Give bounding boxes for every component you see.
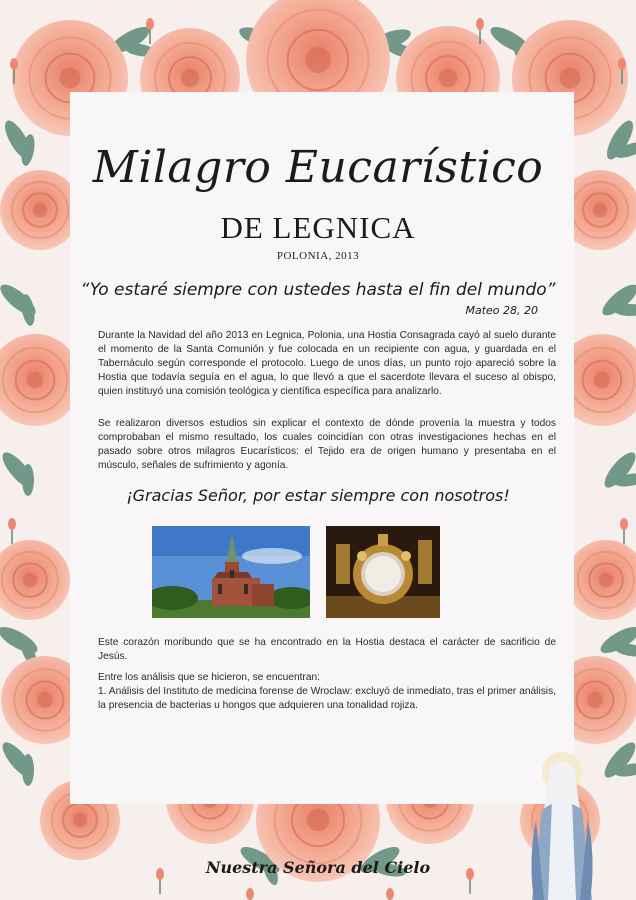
bible-quote: “Yo estaré siempre con ustedes hasta el fin del mundo” (80, 280, 556, 300)
church-photo (152, 526, 310, 618)
virgin-mary-image (522, 750, 602, 900)
paragraph-4 (98, 671, 556, 713)
thanks-heading: ¡Gracias Señor, por estar siempre con nosotros! (126, 486, 510, 505)
location-subtitle: POLONIA, 2013 (276, 250, 360, 262)
paragraph-3: Este corazón moribundo que se ha encontrado en la Hostia destaca el carácter de sacrificio de Jesús. (98, 637, 556, 662)
monstrance-photo (326, 526, 440, 618)
paragraph-1: Durante la Navidad del año 2013 en Legnica, Polonia, una Hostia Consagrada cayó al suelo durante el momento de la Santa Comunión y fue colocada en un recipiente con agua, y guardada en el Tabernáculo según corresponde el protocolo. Luego de unos días, un punto rojo apareció sobre la Hostia que todavía seguía en el agua, lo que llevó a que el sacerdote llevara el suceso al obispo, quien instituyó una comisión teológica y científica específica para analizarlo. (98, 330, 556, 397)
quote-reference: Mateo 28, 20 (465, 304, 538, 317)
title-script: Milagro Eucarístico (92, 142, 544, 193)
paragraph-4-intro: Entre los análisis que se hicieron, se encuentran: (98, 672, 320, 683)
page-title: DE LEGNICA (220, 210, 416, 245)
analysis-item-1: 1. Análisis del Instituto de medicina forense de Wroclaw: excluyó de inmediato, tras el primer análisis, la presencia de bacterias u hongos que adquieren una tonalidad rojiza. (98, 686, 556, 711)
footer-signature: Nuestra Señora del Cielo (205, 858, 431, 877)
paragraph-2: Se realizaron diversos estudios sin explicar el contexto de dónde provenía la muestra y todos comprobaban el mismo resultado, los cuales coincidían con otras investigaciones hechas en el pasado sobre otros milagros Eucarísticos: el Tejido era de origen humano y presentaba en el músculo, señales de sufrimiento y agonía. (98, 418, 556, 471)
